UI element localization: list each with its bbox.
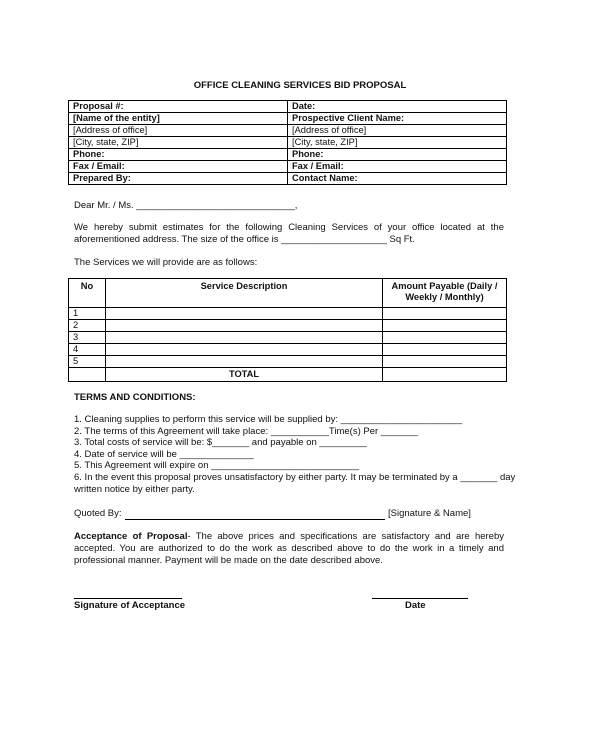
- date-line[interactable]: [372, 598, 468, 599]
- quoted-by-suffix: [Signature & Name]: [388, 508, 471, 519]
- term-item: 4. Date of service will be ______________: [74, 448, 254, 460]
- amount-cell[interactable]: [383, 320, 507, 332]
- client-city-field[interactable]: [ City, state, ZIP ]: [292, 137, 357, 147]
- amount-cell[interactable]: [383, 344, 507, 356]
- row-number: 3: [69, 332, 106, 344]
- signature-label: Signature of Acceptance: [74, 600, 186, 611]
- terms-heading: TERMS AND CONDITIONS:: [74, 392, 196, 403]
- page-title: OFFICE CLEANING SERVICES BID PROPOSAL: [193, 80, 407, 91]
- proposal-info-table: [68, 100, 507, 185]
- table-row: [69, 320, 507, 332]
- total-row: [69, 368, 507, 382]
- intro-paragraph: We hereby submit estimates for the following Cleaning Services of your office located at the aforementioned address. The size of the office is ____________________ Sq Ft.: [74, 222, 504, 245]
- header-description: Service Description: [106, 279, 383, 308]
- quoted-by-line[interactable]: [125, 519, 385, 520]
- total-empty-cell: [69, 368, 106, 382]
- term-item: 5. This Agreement will expire on ____________________________: [74, 460, 360, 472]
- entity-phone-label: Phone:: [69, 149, 288, 161]
- table-row: [69, 344, 507, 356]
- acceptance-text: - The above prices and specifications are satisfactory and are hereby accepted. You are authorized to do the work as described above to do the work in a timely and professional manner. Payment will be made on the date described above.: [74, 531, 504, 566]
- total-label: TOTAL: [106, 368, 383, 382]
- signature-line[interactable]: [74, 598, 182, 599]
- header-amount: Amount Payable (Daily / Weekly / Monthly): [383, 279, 507, 308]
- table-row: [69, 356, 507, 368]
- header-no: No: [69, 279, 106, 308]
- row-number: 5: [69, 356, 106, 368]
- description-cell[interactable]: [106, 320, 383, 332]
- total-amount-cell[interactable]: [383, 368, 507, 382]
- date-signature-label: Date: [405, 600, 426, 611]
- table-row: [69, 161, 507, 173]
- term-item: 1. Cleaning supplies to perform this service will be supplied by: _______________________: [74, 414, 463, 425]
- quoted-by-label: Quoted By:: [74, 508, 122, 519]
- entity-fax-label: Fax / Email:: [69, 161, 288, 173]
- description-cell[interactable]: [106, 308, 383, 320]
- salutation: Dear Mr. / Ms. ______________________________,: [74, 200, 298, 211]
- entity-city-field[interactable]: [ City, state, ZIP ]: [73, 137, 138, 147]
- acceptance-heading: Acceptance of Proposal: [74, 531, 188, 542]
- description-cell[interactable]: [106, 344, 383, 356]
- prepared-by-label: Prepared By:: [69, 173, 288, 185]
- acceptance-paragraph: [74, 531, 504, 567]
- row-number: 4: [69, 344, 106, 356]
- term-item: 2. The terms of this Agreement will take place: ___________Time(s) Per _______: [74, 425, 418, 437]
- term-item: 6. In the event this proposal proves unsatisfactory by either party. It may be terminated by a _______ day: [74, 471, 516, 483]
- proposal-number-label: Proposal #:: [69, 101, 288, 113]
- amount-cell[interactable]: [383, 356, 507, 368]
- term-item: 3. Total costs of service will be: $_______ and payable on _________: [74, 437, 367, 449]
- entity-address-field[interactable]: [ Address of office ]: [73, 125, 147, 135]
- table-row: [69, 173, 507, 185]
- client-fax-label: Fax / Email:: [288, 161, 507, 173]
- row-number: 2: [69, 320, 106, 332]
- table-row: [69, 149, 507, 161]
- table-header-row: [69, 279, 507, 308]
- client-address-field[interactable]: [ Address of office ]: [292, 125, 366, 135]
- table-row: [69, 137, 507, 149]
- client-phone-label: Phone:: [288, 149, 507, 161]
- contact-name-label: Contact Name:: [288, 173, 507, 185]
- services-intro: The Services we will provide are as follows:: [74, 257, 258, 268]
- row-number: 1: [69, 308, 106, 320]
- table-row: [69, 308, 507, 320]
- description-cell[interactable]: [106, 356, 383, 368]
- date-label: Date:: [288, 101, 507, 113]
- amount-cell[interactable]: [383, 308, 507, 320]
- table-row: [69, 101, 507, 113]
- terms-list: [74, 414, 515, 495]
- term-item: written notice by either party.: [74, 483, 195, 495]
- table-row: [69, 332, 507, 344]
- table-row: [69, 113, 507, 125]
- entity-name-field[interactable]: [ Name of the entity ]: [73, 113, 160, 123]
- client-name-label: Prospective Client Name:: [288, 113, 507, 125]
- description-cell[interactable]: [106, 332, 383, 344]
- amount-cell[interactable]: [383, 332, 507, 344]
- services-table: [68, 278, 507, 382]
- table-row: [69, 125, 507, 137]
